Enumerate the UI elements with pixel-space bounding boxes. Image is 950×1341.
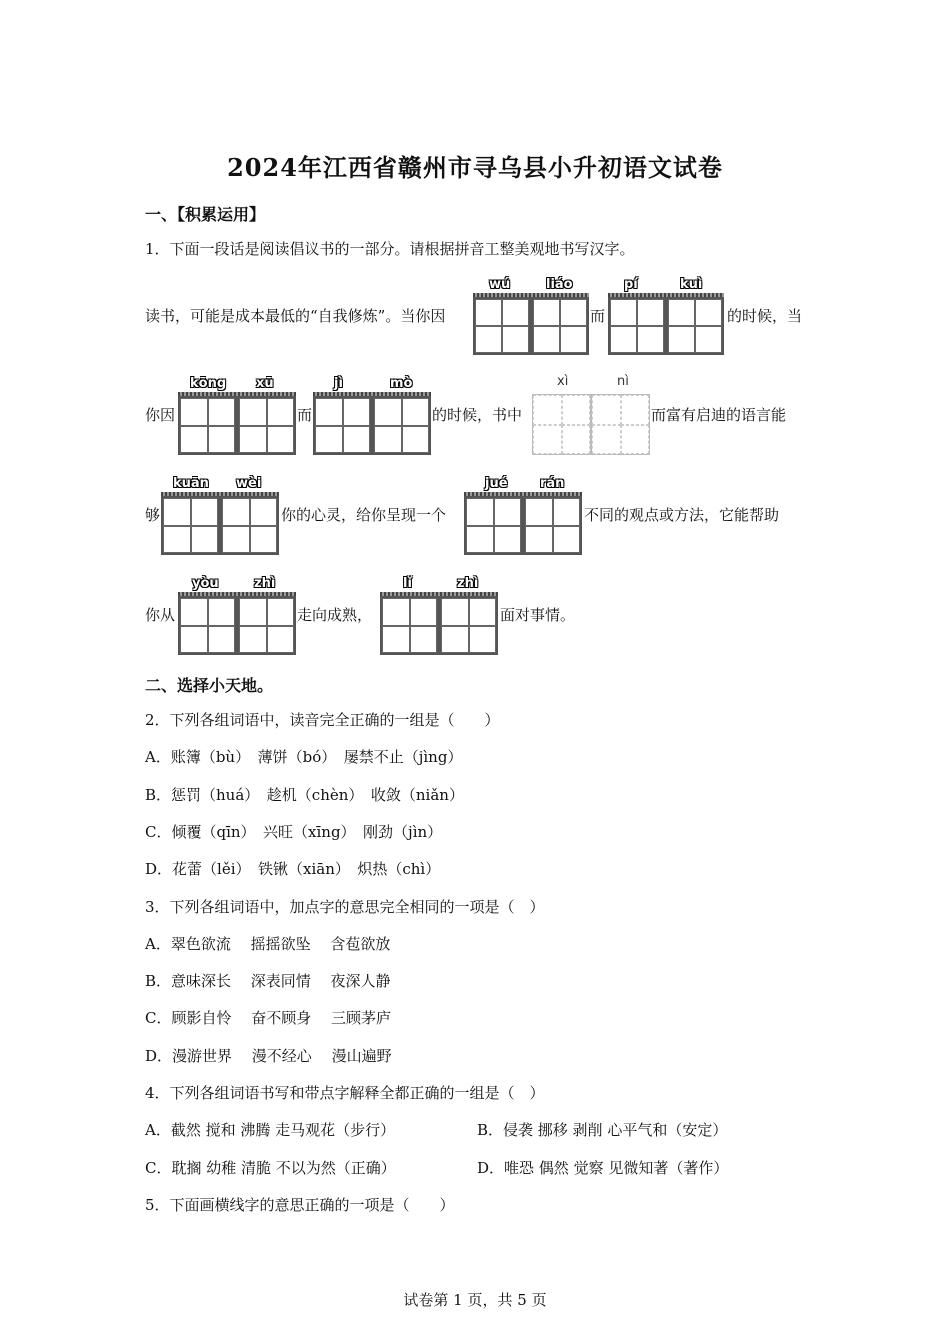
pinyin-label: lǐ: [403, 576, 412, 591]
q3-option-d[interactable]: D．漫游世界 漫不经心 漫山遍野: [145, 1047, 392, 1065]
writing-box[interactable]: [237, 396, 296, 455]
q1-text-2d: 而富有启迪的语言能: [651, 406, 787, 424]
q1-text-2a: 你因: [145, 406, 176, 424]
q1-text-3a: 够: [145, 506, 161, 524]
writing-box[interactable]: [666, 297, 724, 355]
q1-prompt: 1．下面一段话是阅读倡议书的一部分。请根据拼音工整美观地书写汉字。: [145, 240, 635, 258]
pinyin-label: jì: [334, 376, 343, 391]
writing-box[interactable]: [473, 297, 531, 355]
writing-box[interactable]: [439, 596, 498, 655]
q1-text-3c: 不同的观点或方法，它能帮助: [584, 506, 780, 524]
writing-box[interactable]: [464, 496, 523, 555]
q1-text-4a: 你从: [145, 606, 176, 624]
q2-option-d[interactable]: D．花蕾（lěi） 铁锹（xiān） 炽热（chì）: [145, 860, 441, 878]
q2-option-b[interactable]: B．惩罚（huá） 趁机（chèn） 收敛（niǎn）: [145, 786, 464, 804]
q2-option-c[interactable]: C．倾覆（qīn） 兴旺（xīng） 刚劲（jìn）: [145, 823, 443, 841]
pinyin-label: xū: [256, 376, 274, 391]
pinyin-label: xì: [557, 374, 569, 389]
q5-stem: 5．下面画横线字的意思正确的一项是（ ）: [145, 1196, 455, 1214]
writing-box[interactable]: [372, 396, 431, 455]
q2-stem: 2．下列各组词语中，读音完全正确的一组是（ ）: [145, 711, 500, 729]
writing-box[interactable]: [313, 396, 372, 455]
q1-text-3b: 你的心灵，给你呈现一个: [281, 506, 447, 524]
q1-text-2b: 而: [297, 406, 313, 424]
q4-option-d[interactable]: D．唯恐 偶然 觉察 见微知著（著作）: [477, 1159, 729, 1177]
pinyin-label: nì: [617, 374, 629, 389]
writing-box[interactable]: [161, 496, 220, 555]
pinyin-label: liáo: [546, 277, 573, 292]
writing-box[interactable]: [591, 394, 650, 455]
q4-option-a[interactable]: A．截然 搅和 沸腾 走马观花（步行）: [145, 1121, 396, 1139]
q1-text-4c: 面对事情。: [500, 606, 576, 624]
section-1-heading: 一、【积累运用】: [145, 205, 266, 224]
writing-box[interactable]: [380, 596, 439, 655]
writing-box[interactable]: [237, 596, 296, 655]
q3-option-a[interactable]: A．翠色欲流 摇摇欲坠 含苞欲放: [145, 935, 391, 953]
writing-box[interactable]: [178, 596, 237, 655]
pinyin-label: wú: [489, 277, 511, 292]
pinyin-label: pí: [624, 277, 638, 292]
pinyin-label: zhì: [457, 576, 479, 591]
writing-box[interactable]: [608, 297, 666, 355]
writing-box[interactable]: [532, 394, 591, 455]
exam-title: 2024年江西省赣州市寻乌县小升初语文试卷: [227, 153, 723, 182]
q4-stem: 4．下列各组词语书写和带点字解释全都正确的一组是（ ）: [145, 1084, 545, 1102]
q3-option-c[interactable]: C．顾影自怜 奋不顾身 三顾茅庐: [145, 1009, 392, 1027]
writing-box[interactable]: [531, 297, 589, 355]
q4-option-c[interactable]: C．耽搁 幼稚 清脆 不以为然（正确）: [145, 1159, 396, 1177]
writing-box[interactable]: [178, 396, 237, 455]
q1-text-1c: 的时候，当: [727, 307, 803, 325]
section-2-heading: 二、选择小天地。: [145, 676, 274, 695]
pinyin-label: zhì: [254, 576, 276, 591]
pinyin-label: yòu: [192, 576, 219, 591]
pinyin-label: kuì: [680, 277, 703, 292]
q1-text-4b: 走向成熟，: [297, 606, 373, 624]
writing-box[interactable]: [523, 496, 582, 555]
pinyin-label: rán: [540, 476, 565, 491]
q1-text-1b: 而: [590, 307, 606, 325]
pinyin-label: kōng: [190, 376, 227, 391]
pinyin-label: jué: [485, 476, 508, 491]
q2-option-a[interactable]: A．账簿（bù） 薄饼（bó） 屡禁不止（jìng）: [145, 748, 463, 766]
q4-option-b[interactable]: B．侵袭 挪移 剥削 心平气和（安定）: [477, 1121, 728, 1139]
q1-text-1a: 读书，可能是成本最低的“自我修炼”。当你因: [145, 307, 446, 325]
q3-option-b[interactable]: B．意味深长 深表同情 夜深人静: [145, 972, 391, 990]
pinyin-label: kuān: [173, 476, 209, 491]
writing-box[interactable]: [220, 496, 279, 555]
pinyin-label: mò: [390, 376, 413, 391]
q3-stem: 3．下列各组词语中，加点字的意思完全相同的一项是（ ）: [145, 898, 545, 916]
q1-text-2c: 的时候，书中: [432, 406, 523, 424]
page-footer: 试卷第 1 页，共 5 页: [403, 1291, 547, 1309]
pinyin-label: wèi: [236, 476, 262, 491]
